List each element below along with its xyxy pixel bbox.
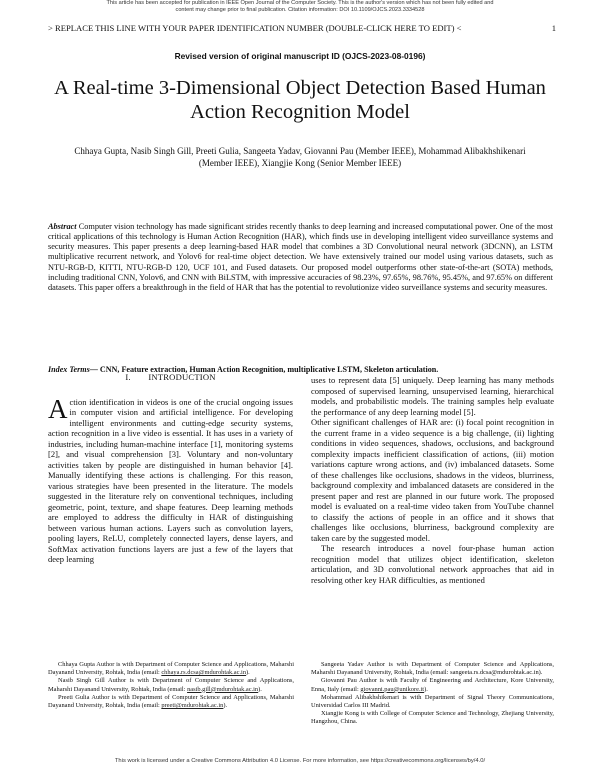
footnote: Nasib Singh Gill Author is with Department of Computer Science and Applications, Maharshi Dayanand University, Rohtak, India (email: nasib.gill@mdurohtak.ac.in).: [48, 677, 294, 693]
footnote: Preeti Gulia Author is with Department of Computer Science and Applications, Maharshi Dayanand University, Rohtak, India (email: preeti@mdurohtak.ac.in).: [48, 693, 294, 710]
footnotes-right: [311, 661, 554, 727]
license-notice: This work is licensed under a Creative Commons Attribution 4.0 License. For more information, see https://creativecommons.org/licenses/by/4.0/: [114, 758, 486, 764]
email-text: sangeeta.rs.dcsa@mdurohtak.ac.in: [450, 669, 539, 677]
index-terms-label: Index Terms: [48, 365, 90, 374]
email-link[interactable]: giovanni.pau@unikore.it: [360, 685, 425, 693]
footnote: Xiangjie Kong is with College of Computer Science and Technology, Zhejiang University, Hangzhou, China.: [311, 710, 554, 726]
intro-paragraph: [48, 393, 293, 565]
page-number: 1: [551, 23, 556, 33]
email-link[interactable]: nasib.gill@mdurohtak.ac.in: [187, 685, 259, 693]
email-link[interactable]: chhaya.rs.dcsa@mdurohtak.ac.in: [161, 669, 247, 677]
paper-title: A Real-time 3-Dimensional Object Detection Based Human Action Recognition Model: [54, 77, 546, 123]
index-terms-text: — CNN, Feature extraction, Human Action Recognition, multiplicative LSTM, Skeleton articulation.: [89, 365, 439, 374]
publication-notice: [60, 0, 540, 15]
paragraph-continued: uses to represent data [5] uniquely. Deep learning has many methods composed of supervised learning, unsupervised learning, hierarchical models, and probabilistic models. The training samples help evaluate the performance of any deep learning model [5].: [311, 375, 554, 417]
abstract-text: Computer vision technology has made significant strides recently thanks to deep learning and increased computational power. One of the most critical applications of this technology is Human Action Recognition (HAR), which finds use in developing intelligent video surveillance systems and security measures. This paper presents a deep learning-based HAR model that combines a 3D Convolutional neural network (3DCNN), an LSTM multiplicative recurrent network, and Yolov6 for real-time object detection. We have extensively trained our model using various datasets, such as NTU-RGB-D, KITTI, NTU-RGB-D 120, UCF 101, and Fused datasets. Our proposed model outperforms other state-of-the-art (SOTA) methods, including traditional CNN, Yolov6, and CNN with BiLSTM, with impressive accuracies of 98.23%, 97.65%, 98.76%, 95.45%, and 97.65% on different datasets. This paper offers a breakthrough in the field of HAR that has the potential to revolutionize video surveillance systems and security measures.: [48, 222, 553, 292]
footnote: Sangeeta Yadav Author is with Department of Computer Science and Applications, Maharshi Dayanand University, Rohtak, India (email: sangeeta.rs.dcsa@mdurohtak.ac.in).: [311, 661, 554, 677]
paragraph-research: The research introduces a novel four-phase human action recognition model that utilizes object identification, skeleton articulation, and 3D convolutional network approaches that aid in resolving other key HAR difficulties, as mentioned: [311, 543, 554, 585]
paragraph-challenges: Other significant challenges of HAR are: (i) focal point recognition in the current frame in a video sequence is a big challenge, (ii) lighting conditions in video sequences, shadows, occlusions, and background complexity impacts inefficient classification of actions, (iii) motion variations capture wrong actions, and (iv) imbalanced datasets. Some of these challenges like occlusions, shadows in the videos, blurriness, background complexity and imbalanced datasets are considered in the present paper and rest are planned in our future work. The proposed model is evaluated on a real-time video taken from YouTube channel to classify the actions of people in an office and it shows that challenges like occlusions, blurriness, background complexity are taken care by the suggested model.: [311, 417, 554, 543]
running-head-text: > REPLACE THIS LINE WITH YOUR PAPER IDENTIFICATION NUMBER (DOUBLE-CLICK HERE TO EDIT) <: [48, 23, 462, 33]
email-link[interactable]: preeti@mdurohtak.ac.in: [161, 702, 224, 710]
left-column: [48, 372, 293, 565]
publication-notice-line: This article has been accepted for publication in IEEE Open Journal of the Computer Society. This is the author's version which has not been fully edited and: [106, 0, 494, 6]
drop-cap: A: [48, 393, 68, 424]
footnote: Chhaya Gupta Author is with Department of Computer Science and Applications, Maharshi Dayanand University, Rohtak, India (email: chhaya.rs.dcsa@mdurohtak.ac.in).: [48, 661, 294, 677]
intro-paragraph-text: ction identification in videos is one of the crucial ongoing issues in computer vision and artificial intelligence. For developing intelligent environments and cutting-edge security systems, action recognition in a live video is essential. It has uses in a variety of industries, including human-machine interface [1], monitoring systems [2], and visual comprehension [3]. Voluntary and non-voluntary activities taken by people are distinguished in human behavior [4]. Manually identifying these actions is challenging. For this reason, various strategies have been presented in the literature. The models suggested in the literature rely on conventional techniques, including geometric, point, texture, and shape features. Deep learning methods are employed to address the difficulty in HAR of distinguishing between various human actions. Layers such as convolution layers, pooling layers, ReLU, completely connected layers, dense layers, and SoftMax activation functions layers are just a few of the layers that deep learning: [48, 396, 293, 564]
abstract: [48, 222, 553, 293]
footnotes-left: [48, 661, 294, 710]
footnote: Giovanni Pau Author is with Faculty of Engineering and Architecture, Kore University, Enna, Italy (email: giovanni.pau@unikore.it).: [311, 677, 554, 693]
revised-note: Revised version of original manuscript ID (OJCS-2023-08-0196): [174, 51, 426, 61]
publication-notice-line: content may change prior to final publication. Citation information: DOI 10.1109/OJCS.2023.3334528: [175, 7, 425, 14]
abstract-label: Abstract: [48, 222, 77, 231]
section-heading-introduction: I. INTRODUCTION: [125, 372, 216, 382]
author-list: Chhaya Gupta, Nasib Singh Gill, Preeti Gulia, Sangeeta Yadav, Giovanni Pau (Member IEEE), Mohammad Alibakhshikenari (Member IEEE), Xiangjie Kong (Senior Member IEEE): [74, 146, 526, 168]
right-column: [311, 375, 554, 585]
footnote: Mohammad Alibakhshikenari is with Department of Signal Theory Communications, Universidad Carlos III Madrid.: [311, 693, 554, 710]
running-head: [48, 23, 556, 33]
